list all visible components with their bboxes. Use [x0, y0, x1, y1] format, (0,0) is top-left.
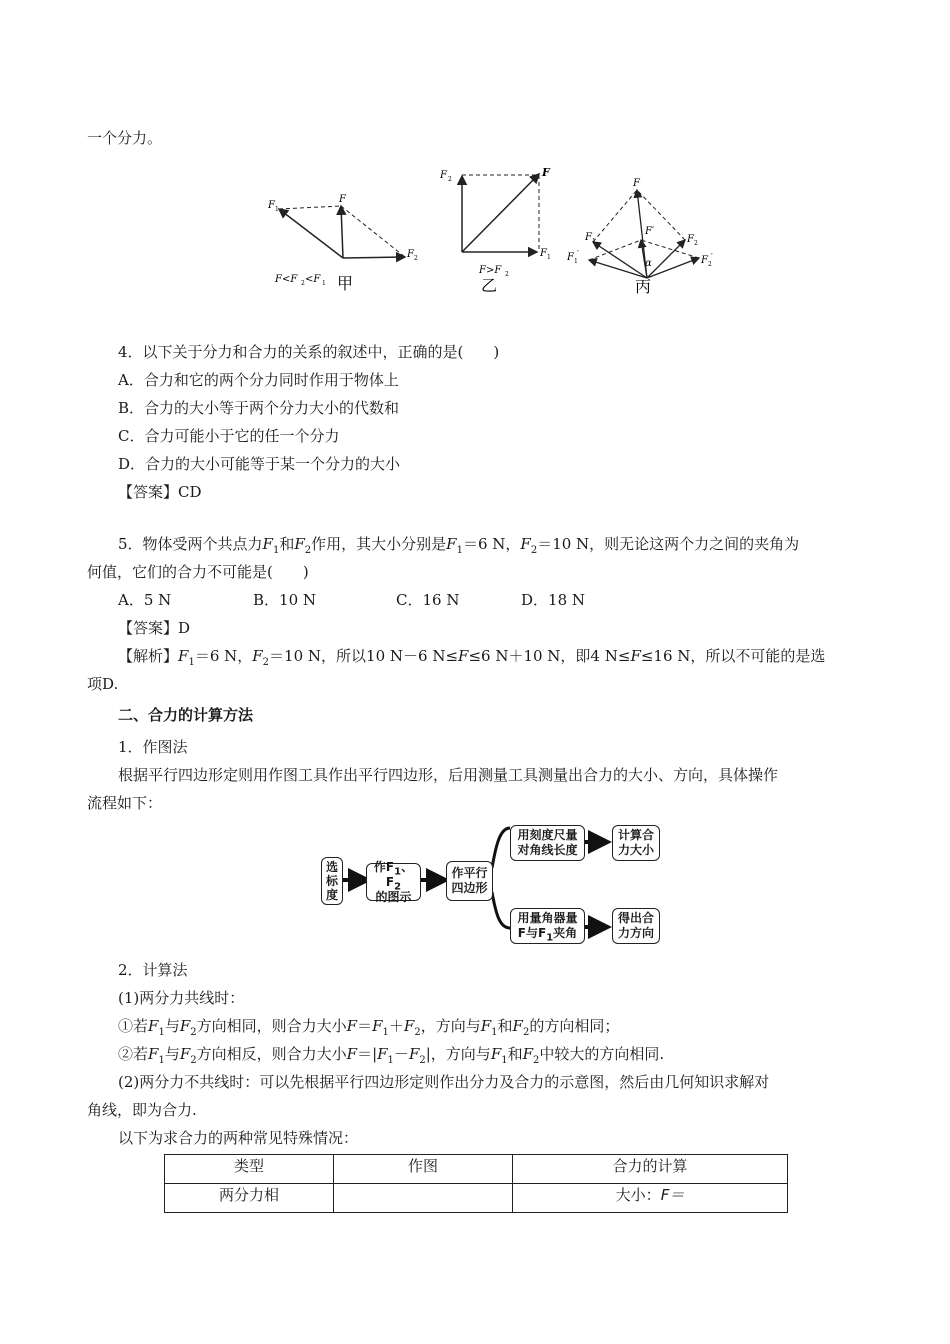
- flow-box-measure-diagonal: 用刻度尺量 对角线长度: [510, 825, 585, 861]
- table-cell-type: 两分力相: [165, 1184, 334, 1213]
- q5-analysis-line2: 项D.: [87, 675, 119, 693]
- svg-text:2: 2: [414, 255, 418, 262]
- flow-box-measure-angle: 用量角器量 F与$F_1$夹角: [510, 908, 585, 944]
- table-row: [165, 1184, 788, 1213]
- collinear-opposite: ②若$F_1$与$F_2$方向相反，则合力大小$F=|F_1-F_2|$，方向与$F_1$和$F_2$中较大的方向相同.: [118, 1045, 665, 1066]
- svg-text:′: ′: [711, 252, 713, 261]
- svg-text:′: ′: [577, 249, 579, 258]
- svg-text:2: 2: [448, 176, 452, 183]
- jia-label: 甲: [337, 274, 354, 293]
- q5-option-c: C．16 N: [396, 591, 460, 609]
- q5-answer: 【答案】D: [118, 619, 191, 637]
- flow-box-select-scale: 选标度: [321, 857, 343, 905]
- special-cases-table: [164, 1154, 788, 1213]
- non-collinear-text-line2: 角线，即为合力.: [87, 1101, 197, 1119]
- q4-answer: 【答案】CD: [118, 483, 202, 501]
- svg-text:2: 2: [505, 271, 509, 278]
- q5-analysis: 【解析】$F_1=6$ N，$F_2=10$ N，所以10 N－6 N≤F≤6 N＋10 N，即4 N≤F≤16 N，所以不可能的是选: [118, 647, 826, 668]
- bing-alpha: α: [645, 258, 652, 269]
- flow-box-draw-forces: 作$F_1$、$F_2$ 的图示: [366, 863, 421, 901]
- bing-f-label: F: [633, 178, 640, 189]
- collinear-title: (1)两分力共线时：: [118, 989, 245, 1007]
- method1-text-line2: 流程如下：: [87, 794, 163, 812]
- yi-f1-label: F: [540, 248, 547, 259]
- svg-text:1: 1: [547, 254, 551, 261]
- flow-box-parallelogram: 作平行 四边形: [446, 861, 493, 901]
- bing-f2-label: F: [687, 234, 694, 245]
- figure-yi: [439, 166, 551, 295]
- q4-stem: 4．以下关于分力和合力的关系的叙述中，正确的是( ): [118, 343, 500, 361]
- figure-bing: [566, 178, 713, 296]
- bing-label: 丙: [635, 277, 652, 296]
- svg-text:1: 1: [275, 206, 279, 213]
- non-collinear-text: (2)两分力不共线时：可以先根据平行四边形定则作出分力及合力的示意图，然后由几何知识求解对: [118, 1073, 770, 1091]
- special-cases-intro: 以下为求合力的两种常见特殊情况：: [118, 1129, 359, 1147]
- q4-option-c: C．合力可能小于它的任一个分力: [118, 427, 340, 445]
- svg-text:1: 1: [592, 238, 596, 245]
- yi-label: 乙: [481, 276, 498, 295]
- intro-tail: 一个分力。: [87, 129, 163, 147]
- jia-f1-label: F: [268, 200, 275, 211]
- q4-option-d: D．合力的大小可能等于某一个分力的大小: [118, 455, 401, 473]
- bing-f1-label: F: [585, 232, 592, 243]
- svg-text:1: 1: [322, 280, 326, 287]
- table-header-drawing: 作图: [334, 1155, 513, 1184]
- svg-text:2: 2: [694, 240, 698, 247]
- method1-text: 根据平行四边形定则用作图工具作出平行四边形，后用测量工具测量出合力的大小、方向，具体操作: [118, 766, 779, 784]
- flow-box-get-direction: 得出合 力方向: [612, 908, 660, 944]
- yi-cond: F>F: [479, 265, 502, 276]
- bing-fprime-label: F′: [645, 226, 655, 237]
- jia-f2-label: F: [407, 249, 414, 260]
- q4-option-b: B．合力的大小等于两个分力大小的代数和: [118, 399, 400, 417]
- q5-option-b: B．10 N: [253, 591, 317, 609]
- flow-box-calc-magnitude: 计算合 力大小: [612, 825, 660, 861]
- jia-cond-b: <F: [305, 274, 321, 285]
- q5-option-a: A．5 N: [118, 591, 172, 609]
- section2-heading: 二、合力的计算方法: [118, 706, 254, 724]
- yi-f-label: F: [542, 166, 550, 179]
- table-cell-calculation: 大小：F＝: [513, 1184, 788, 1213]
- svg-text:2: 2: [708, 261, 712, 268]
- q4-option-a: A．合力和它的两个分力同时作用于物体上: [118, 371, 399, 389]
- table-header-type: 类型: [165, 1155, 334, 1184]
- q5-stem-line2: 何值，它们的合力不可能是( ): [87, 563, 309, 581]
- yi-f2-label: F: [440, 170, 447, 181]
- force-diagrams-figure: [255, 160, 735, 300]
- svg-text:2: 2: [301, 280, 305, 287]
- method1-title: 1．作图法: [118, 738, 188, 756]
- figure-jia: [267, 194, 418, 293]
- table-header-row: [165, 1155, 788, 1184]
- jia-cond-a: F<F: [275, 274, 298, 285]
- bing-f2p-label: F: [701, 255, 708, 266]
- bing-f1p-label: F: [567, 252, 574, 263]
- collinear-same: ①若$F_1$与$F_2$方向相同，则合力大小$F=F_1+F_2$，方向与$F_1$和$F_2$的方向相同；: [118, 1017, 620, 1038]
- q5-stem: 5．物体受两个共点力$F_1$和$F_2$作用，其大小分别是$F_1=6$ N，$F_2=10$ N，则无论这两个力之间的夹角为: [118, 535, 800, 556]
- svg-text:1: 1: [574, 258, 578, 265]
- table-header-calculation: 合力的计算: [513, 1155, 788, 1184]
- method2-title: 2．计算法: [118, 961, 188, 979]
- table-cell-drawing: [334, 1184, 513, 1213]
- jia-f-label: F: [339, 194, 346, 205]
- q5-option-d: D．18 N: [521, 591, 586, 609]
